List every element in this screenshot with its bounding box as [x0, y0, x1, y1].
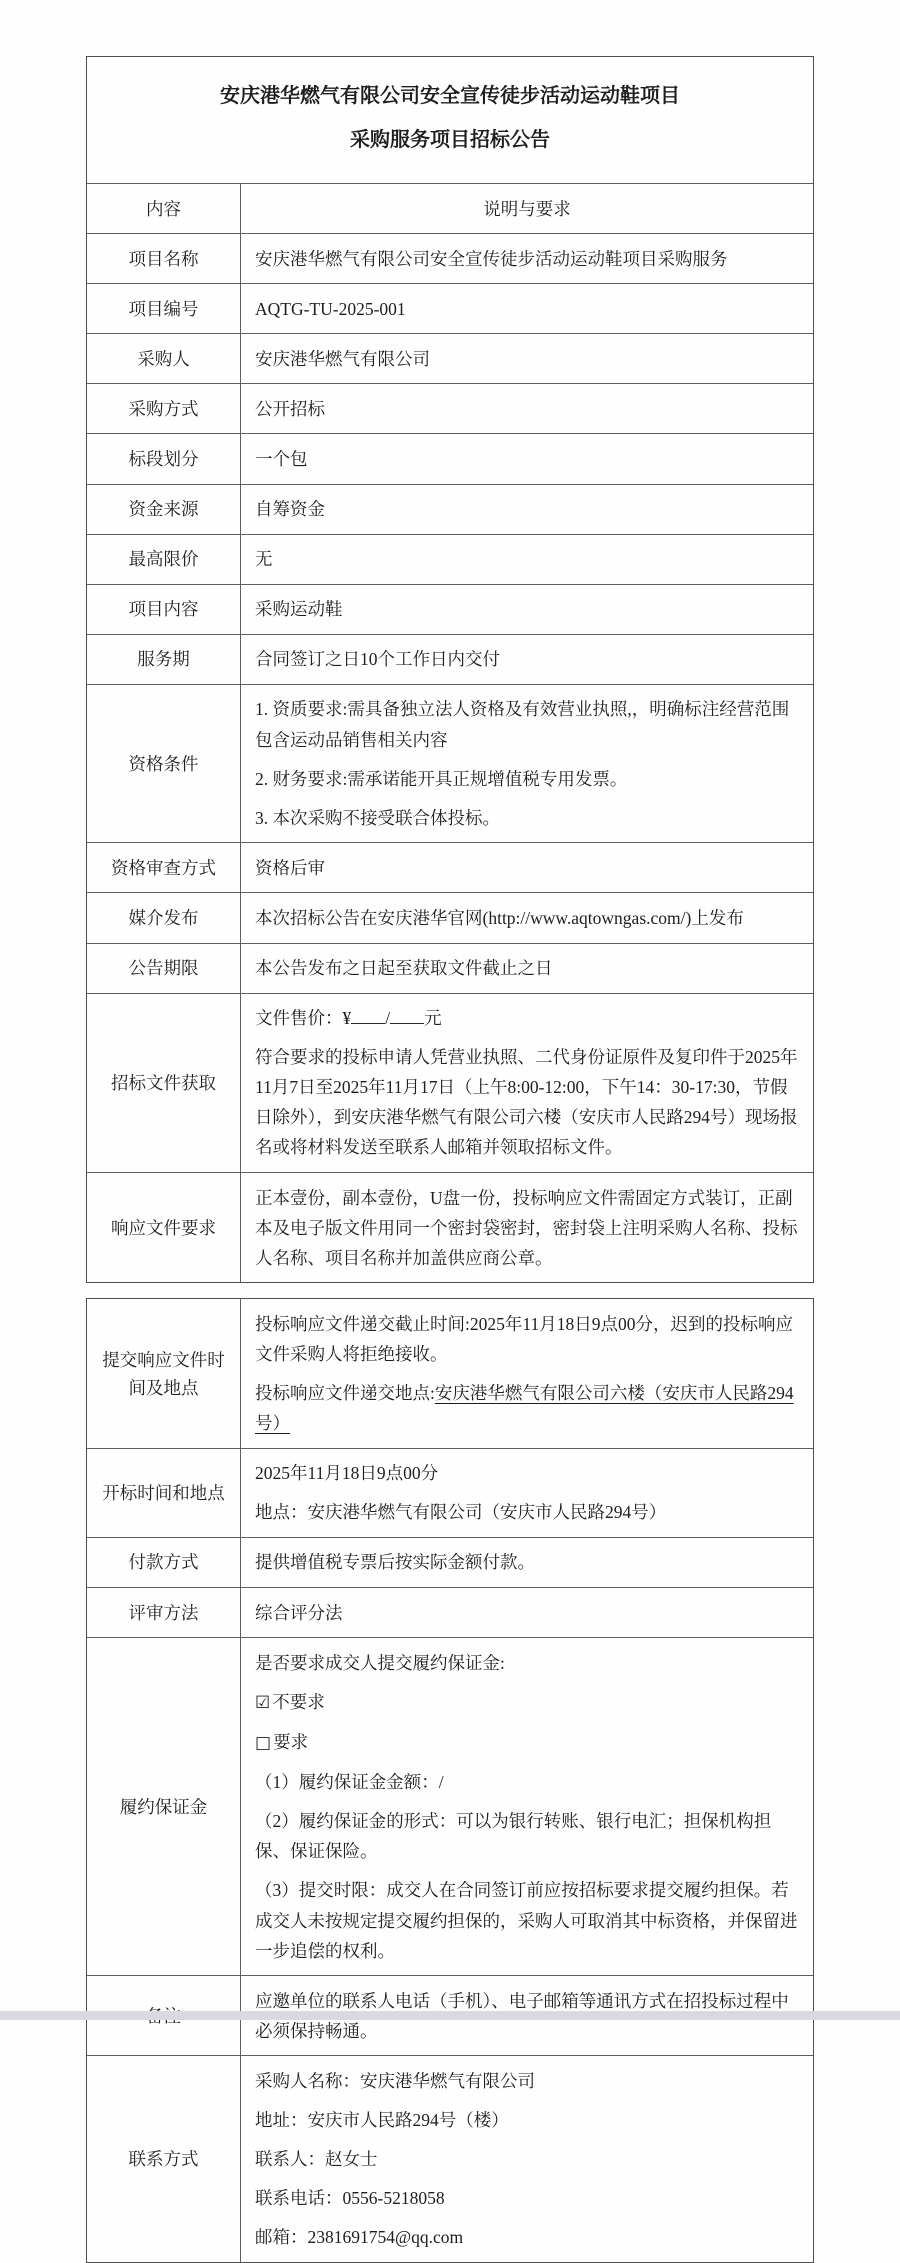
tender-document-acquisition-line-2: 符合要求的投标申请人凭营业执照、二代身份证原件及复印件于2025年11月7日至2025年11月17日（上午8:00-12:00，下午14：30-17:30，节假日除外），到安庆港华燃气有限公司六楼（安庆市人民路294号）现场报名或将材料发送至联系人邮箱并领取招标文件。 [255, 1047, 798, 1158]
submission-time-and-place-line-1: 投标响应文件递交截止时间:2025年11月18日9点00分，迟到的投标响应文件采购人将拒绝接收。 [255, 1313, 793, 1364]
row-payment-method [87, 1537, 813, 1587]
performance-bond-line-3 [255, 1727, 799, 1758]
purchaser-line-1: 安庆港华燃气有限公司 [255, 348, 430, 369]
row-content [241, 384, 813, 433]
row-bid-opening-time-and-place [87, 1448, 813, 1537]
row-purchaser [87, 333, 813, 383]
row-label: 最高限价 [87, 535, 241, 584]
max-price-limit-line-1: 无 [255, 549, 273, 570]
tender-announcement-table-secondary [86, 1298, 814, 2263]
row-label: 资格审查方式 [87, 843, 241, 892]
row-table-header [87, 183, 813, 233]
row-qualification-conditions [87, 684, 813, 842]
row-content [241, 1588, 813, 1637]
row-content [241, 485, 813, 534]
row-performance-bond [87, 1637, 813, 1975]
row-label: 内容 [87, 184, 241, 233]
row-content [241, 843, 813, 892]
project-name-line-1: 安庆港华燃气有限公司安全宣传徒步活动运动鞋项目采购服务 [255, 248, 728, 269]
submission-time-and-place-line-2 [255, 1378, 799, 1438]
performance-bond-line-4: （1）履约保证金金额：/ [255, 1772, 444, 1793]
row-contact-info [87, 2055, 813, 2261]
text-segment: / [385, 1008, 391, 1029]
checkbox-unchecked-icon: □ [255, 1732, 272, 1753]
row-max-price-limit [87, 534, 813, 584]
row-service-period [87, 634, 813, 684]
project-number-line-1: AQTG-TU-2025-001 [255, 298, 406, 319]
table-rows-container [87, 1299, 813, 2262]
row-content [241, 535, 813, 584]
row-content [241, 893, 813, 942]
row-label: 项目名称 [87, 234, 241, 283]
performance-bond-line-2 [255, 1687, 799, 1718]
row-label: 开标时间和地点 [87, 1449, 241, 1537]
row-content [241, 1538, 813, 1587]
text-segment: 要求 [273, 1731, 309, 1752]
row-content [241, 2056, 813, 2261]
payment-method-line-1: 提供增值税专票后按实际金额付款。 [255, 1552, 535, 1573]
row-content [241, 234, 813, 283]
row-bid-section-division [87, 433, 813, 483]
performance-bond-line-1: 是否要求成交人提交履约保证金: [255, 1652, 505, 1673]
document-title-line-2: 采购服务项目招标公告 [350, 129, 550, 151]
row-content [241, 284, 813, 333]
row-label: 采购人 [87, 334, 241, 383]
row-content [241, 434, 813, 483]
contact-info-line-1: 采购人名称：安庆港华燃气有限公司 [255, 2070, 535, 2091]
row-label: 服务期 [87, 635, 241, 684]
table-header-line-1: 说明与要求 [483, 198, 571, 219]
tender-announcement-table-main [86, 56, 814, 1283]
row-announcement-period [87, 943, 813, 993]
row-procurement-method [87, 383, 813, 433]
contact-info-line-5: 邮箱：2381691754@qq.com [255, 2227, 464, 2248]
text-segment: 不要求 [272, 1691, 325, 1712]
tender-document-acquisition-line-1 [255, 1003, 799, 1033]
qualification-conditions-line-2: 2. 财务要求:需承诺能开具正规增值税专用发票。 [255, 768, 628, 789]
performance-bond-line-6: （3）提交时限：成交人在合同签订前应按招标要求提交履约担保。若成交人未按规定提交履约担保的，采购人可取消其中标资格，并保留进一步追偿的权利。 [255, 1880, 798, 1961]
blank-underline [390, 1006, 424, 1025]
row-label: 响应文件要求 [87, 1173, 241, 1282]
row-funding-source [87, 484, 813, 534]
row-label: 项目内容 [87, 585, 241, 634]
row-label: 招标文件获取 [87, 994, 241, 1172]
bid-opening-time-and-place-line-2: 地点：安庆港华燃气有限公司（安庆市人民路294号） [255, 1502, 667, 1523]
row-content [241, 585, 813, 634]
document-title [87, 57, 813, 183]
bid-section-division-line-1: 一个包 [255, 448, 308, 469]
row-label: 资格条件 [87, 685, 241, 842]
text-segment: 投标响应文件递交地点: [255, 1383, 435, 1404]
row-content [241, 1638, 813, 1975]
row-media-release [87, 892, 813, 942]
row-content [241, 334, 813, 383]
bid-opening-time-and-place-line-1: 2025年11月18日9点00分 [255, 1463, 439, 1484]
row-content [241, 944, 813, 993]
row-content [241, 635, 813, 684]
row-tender-document-acquisition [87, 993, 813, 1172]
performance-bond-line-5: （2）履约保证金的形式：可以为银行转账、银行电汇；担保机构担保、保证保险。 [255, 1811, 772, 1862]
row-label: 资金来源 [87, 485, 241, 534]
row-label: 履约保证金 [87, 1638, 241, 1975]
remarks-line-1: 应邀单位的联系人电话（手机）、电子邮箱等通讯方式在招投标过程中必须保持畅通。 [255, 1990, 789, 2041]
row-project-number [87, 283, 813, 333]
announcement-period-line-1: 本公告发布之日起至获取文件截止之日 [255, 958, 553, 978]
contact-info-line-4: 联系电话：0556-5218058 [255, 2188, 445, 2209]
checkbox-checked-icon: ☑ [255, 1692, 271, 1713]
text-segment: 文件售价：¥ [255, 1008, 352, 1029]
row-project-name [87, 233, 813, 283]
funding-source-line-1: 自筹资金 [255, 499, 325, 520]
qualification-conditions-line-3: 3. 本次采购不接受联合体投标。 [255, 807, 500, 828]
contact-info-line-3: 联系人：赵女士 [255, 2149, 378, 2170]
row-label: 采购方式 [87, 384, 241, 433]
row-content [241, 184, 813, 233]
row-label: 付款方式 [87, 1538, 241, 1587]
table-rows-container [87, 183, 813, 1282]
row-label: 提交响应文件时间及地点 [87, 1299, 241, 1447]
row-qualification-review-method [87, 842, 813, 892]
row-content [241, 1299, 813, 1447]
document-title-line-1: 安庆港华燃气有限公司安全宣传徒步活动运动鞋项目 [220, 85, 680, 107]
row-project-content [87, 584, 813, 634]
row-content [241, 685, 813, 842]
row-label: 媒介发布 [87, 893, 241, 942]
qualification-review-method-line-1: 资格后审 [255, 857, 325, 878]
media-release-line-1: 本次招标公告在安庆港华官网(http://www.aqtowngas.com/)上发布 [255, 907, 744, 928]
response-document-requirements-line-1: 正本壹份，副本壹份，U盘一份，投标响应文件需固定方式装订，正副本及电子版文件用同一个密封袋密封，密封袋上注明采购人名称、投标人名称、项目名称并加盖供应商公章。 [255, 1187, 798, 1268]
row-label: 项目编号 [87, 284, 241, 333]
text-segment: 安庆港华燃气有限公司六楼（安庆市人民路294号） [255, 1383, 794, 1434]
service-period-line-1: 合同签订之日10个工作日内交付 [255, 649, 500, 670]
page-bottom-scan-edge [0, 2011, 900, 2020]
blank-underline [351, 1006, 385, 1025]
row-submission-time-and-place [87, 1299, 813, 1447]
row-evaluation-method [87, 1587, 813, 1637]
row-label: 评审方法 [87, 1588, 241, 1637]
row-content [241, 1449, 813, 1537]
row-label: 标段划分 [87, 434, 241, 483]
row-content [241, 1173, 813, 1282]
row-label: 公告期限 [87, 944, 241, 993]
procurement-method-line-1: 公开招标 [255, 398, 325, 419]
row-content [241, 994, 813, 1172]
text-segment: 元 [424, 1008, 442, 1029]
row-response-document-requirements [87, 1172, 813, 1282]
qualification-conditions-line-1: 1. 资质要求:需具备独立法人资格及有效营业执照,，明确标注经营范围包含运动品销售相关内容 [255, 699, 790, 750]
contact-info-line-2: 地址：安庆市人民路294号（楼） [255, 2110, 509, 2130]
row-label: 联系方式 [87, 2056, 241, 2261]
project-content-line-1: 采购运动鞋 [255, 599, 343, 620]
evaluation-method-line-1: 综合评分法 [255, 1602, 343, 1623]
